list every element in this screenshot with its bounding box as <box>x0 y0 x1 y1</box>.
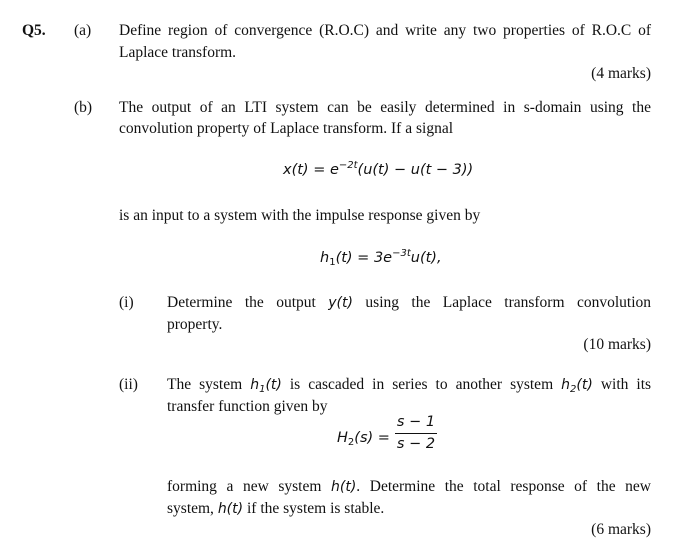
sub-i-text-b: using the Laplace transform convolution <box>365 294 652 311</box>
sub-ii-label: (ii) <box>119 376 138 393</box>
part-a-marks: (4 marks) <box>591 65 651 82</box>
eq-H2-numerator: s − 1 <box>396 414 436 430</box>
sub-ii-text-e: . Determine the total response of the new <box>356 478 651 495</box>
equation-H2-lhs <box>337 430 390 446</box>
sub-i-line-1 <box>167 293 651 313</box>
part-a-line-2: Laplace transform. <box>119 44 237 61</box>
sub-i-marks: (10 marks) <box>583 336 651 353</box>
sub-ii-marks: (6 marks) <box>591 521 651 538</box>
eq-x-rhs: (u(t) − u(t − 3)) <box>357 162 474 178</box>
eq-H2-denominator: s − 2 <box>396 436 436 452</box>
sub-ii-text-g: if the system is stable. <box>246 500 385 517</box>
sub-ii-var-h1-sub: 1 <box>259 384 266 395</box>
eq-h1-exponent: −3t <box>392 248 411 259</box>
sub-i-var-y: y(t) <box>328 295 353 311</box>
eq-h1-mid: (t) = 3e <box>335 250 393 266</box>
sub-ii-var-h1-base: h <box>250 377 260 393</box>
eq-H2-lhs: H <box>337 430 348 446</box>
eq-H2-sub: 2 <box>347 437 355 448</box>
fraction-bar <box>395 433 437 434</box>
sub-ii-var-h1 <box>250 377 282 393</box>
sub-ii-var-h2 <box>561 377 593 393</box>
part-b-line-1: The output of an LTI system can be easily determined in s-domain using the <box>119 99 651 116</box>
part-b-line-2: convolution property of Laplace transform. If a signal <box>119 120 453 137</box>
eq-h1-lhs: h <box>320 250 330 266</box>
eq-h1-sub: 1 <box>329 257 336 268</box>
part-a-line-1: Define region of convergence (R.O.C) and write any two properties of R.O.C of <box>119 22 651 39</box>
question-number: Q5. <box>22 22 46 39</box>
sub-ii-var-h1-arg: (t) <box>265 377 282 393</box>
part-b-line-3: is an input to a system with the impulse response given by <box>119 207 481 224</box>
sub-ii-text-d: forming a new system <box>167 478 322 495</box>
equation-h1-t <box>320 250 442 266</box>
sub-ii-text-b: is cascaded in series to another system <box>289 376 554 393</box>
sub-ii-text-c: with its <box>600 376 652 393</box>
equation-x-t <box>283 162 473 178</box>
sub-ii-line-4 <box>167 499 384 519</box>
sub-ii-line-1 <box>167 375 651 395</box>
sub-ii-var-h: h(t) <box>331 479 357 495</box>
eq-h1-rhs: u(t), <box>410 250 442 266</box>
sub-i-label: (i) <box>119 294 134 311</box>
sub-ii-var-h2-sub: 2 <box>570 384 577 395</box>
sub-ii-var-h2-base: h <box>561 377 571 393</box>
sub-ii-text-f: system, <box>167 500 214 517</box>
equation-H2-fraction <box>395 414 437 452</box>
part-b-label: (b) <box>74 99 93 116</box>
sub-ii-var-h-2: h(t) <box>217 501 244 517</box>
sub-i-line-2: property. <box>167 316 223 333</box>
sub-ii-var-h2-arg: (t) <box>576 377 593 393</box>
sub-ii-line-2: transfer function given by <box>167 398 328 415</box>
eq-H2-arg: (s) = <box>354 430 390 446</box>
part-a-label: (a) <box>74 22 92 39</box>
sub-ii-line-3 <box>167 477 651 497</box>
sub-ii-text-a: The system <box>167 376 243 393</box>
eq-x-lhs: x(t) = e <box>283 162 339 178</box>
eq-x-exponent: −2t <box>338 160 358 171</box>
sub-i-text-a: Determine the output <box>167 294 316 311</box>
